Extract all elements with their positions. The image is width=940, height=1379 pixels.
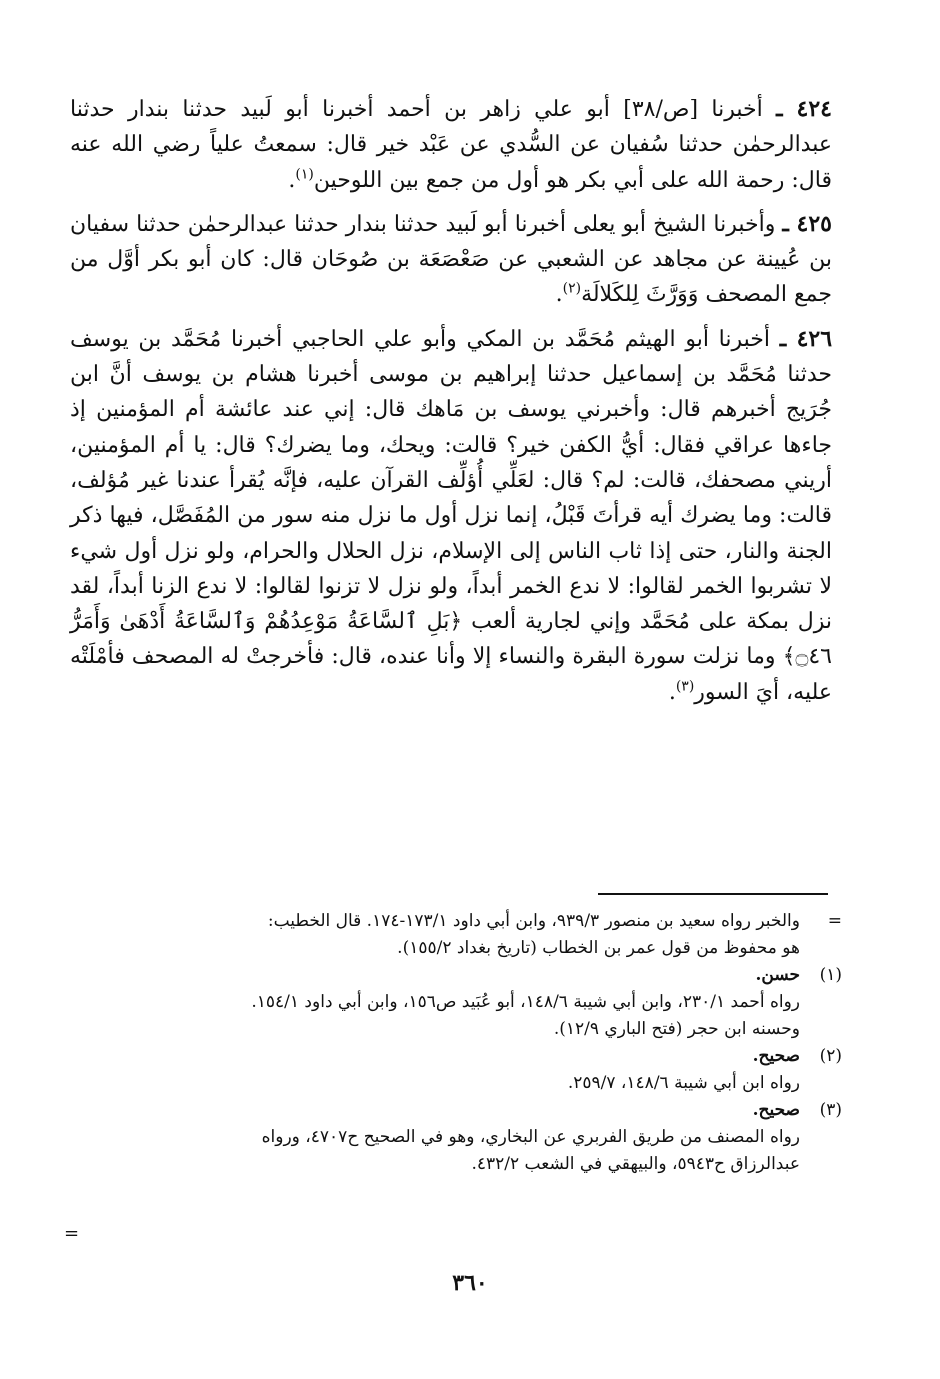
footnote-marker: (٣): [819, 1100, 842, 1120]
hadith-text: أخبرنا [ص/٣٨] أبو علي زاهر بن أحمد أخبرنا أبو لَبيد حدثنا بندار حدثنا عبدالرحمٰن حدثنا سُفيان عن السُّدي عن عَبْد خير قال: سمعتُ علياً رضي الله عنه قال: رحمة الله على أبي بكر هو أول من جمع بين اللوحين: [70, 97, 832, 193]
footnote-marker: (٢): [819, 1046, 842, 1066]
footnote-2: [62, 1043, 842, 1097]
footnote-marker: (١): [819, 965, 842, 985]
footnote-line: عبدالرزاق ح٥٩٤٣، والبيهقي في الشعب ٤٣٢/٢.: [471, 1154, 800, 1174]
footnote-divider: [598, 893, 828, 895]
sentence-end: .: [555, 282, 563, 308]
hadith-text: وأخبرنا الشيخ أبو يعلى أخبرنا أبو لَبيد حدثنا بندار حدثنا عبدالرحمٰن حدثنا سفيان بن عُيينة عن مجاهد عن الشعبي عن صَعْصَعَة بن صُوحَان قال: كان أبو بكر أوَّل من جمع المصحف وَوَرَّثَ لِلكَلالَة: [70, 211, 832, 308]
footnote-line: رواه أحمد ٢٣٠/١، وابن أبي شيبة ١٤٨/٦، أبو عُبَيد ص١٥٦، وابن أبي داود ١٥٤/١.: [251, 992, 800, 1012]
hadith-paragraph-425: [70, 207, 832, 313]
footnote-body: [62, 1097, 800, 1178]
footnote-line: وحسنه ابن حجر (فتح الباري ١٢/٩).: [553, 1019, 800, 1039]
footnote-ref: (٢): [562, 281, 582, 298]
footnote-body: [62, 962, 800, 1043]
sentence-end: .: [288, 167, 296, 193]
footnote-carryover: [62, 908, 842, 962]
carryover-marker: =: [827, 911, 842, 931]
footnote-line: رواه ابن أبي شيبة ١٤٨/٦، ٢٥٩/٧.: [567, 1073, 800, 1093]
footnote-line: رواه المصنف من طريق الفربري عن البخاري، وهو في الصحيح ح٤٧٠٧، ورواه: [261, 1127, 800, 1147]
footnote-1: [62, 962, 842, 1043]
footnote-line: هو محفوظ من قول عمر بن الخطاب (تاريخ بغداد ١٥٥/٢).: [397, 938, 800, 958]
footnote-body: [62, 908, 800, 962]
grading-label: صحيح.: [752, 1046, 800, 1066]
hadith-number: ٤٢٥ ـ: [782, 210, 832, 237]
hadith-paragraph-424: [70, 92, 832, 198]
grading-label: صحيح.: [752, 1100, 800, 1120]
footnote-body: [62, 1043, 800, 1097]
grading-label: حسن.: [755, 965, 800, 985]
sentence-end: .: [668, 679, 676, 705]
footnotes-section: [62, 908, 842, 1178]
hadith-paragraph-426: [70, 322, 832, 710]
hadith-text: أخبرنا أبو الهيثم مُحَمَّد بن المكي وأبو علي الحاجبي أخبرنا مُحَمَّد بن يوسف حدثنا مُحَمَّد بن إسماعيل حدثنا إبراهيم بن موسى أخبرنا هشام بن يوسف أنَّ ابن جُرَيج أخبرهم قال: وأخبرني يوسف بن مَاهك قال: إني عند عائشة أم المؤمنين إذ جاءها عراقي فقال: أيُّ الكفن خير؟ قالت: ويحك، وما يضرك؟ قال: يا أم المؤمنين، أريني مصحفك، قالت: لم؟ قال: لعَلِّي أُؤلِّف القرآن عليه، فإنَّه يُقرأ عندنا غير مُؤلف، قالت: وما يضرك أيه قرأتَ قَبْلُ، إنما نزل أول ما نزل منه سور من المُفَصَّل، فيها ذكر الجنة والنار، حتى إذا ثاب الناس إلى الإسلام، نزل الحلال والحرام، ولو نزل أول شيء لا تشربوا الخمر لقالوا: لا ندع الخمر أبداً، ولو نزل لا تزنوا لقالوا: لا ندع الزنا أبداً، لقد نزل بمكة على مُحَمَّد وإني لجارية ألعب ﴿بَلِ ٱلسَّاعَةُ مَوْعِدُهُمْ وَٱلسَّاعَةُ أَدْهَىٰ وَأَمَرُّ ۝٤٦﴾ وما نزلت سورة البقرة والنساء إلا وأنا عنده، قال: فأخرجتْ له المصحف فأمْلَتْه عليه، أيَ السور: [70, 326, 832, 705]
main-text: [70, 92, 832, 719]
footnote-3: [62, 1097, 842, 1178]
page-number: ٣٦٠: [452, 1270, 488, 1296]
hadith-number: ٤٢٦ ـ: [779, 325, 833, 352]
hadith-number: ٤٢٤ ـ: [776, 96, 832, 122]
footnote-ref: (٣): [675, 678, 695, 695]
footnote-line: والخبر رواه سعيد بن منصور ٩٣٩/٣، وابن أبي داود ١٧٣/١-١٧٤. قال الخطيب:: [267, 911, 800, 931]
continuation-mark: =: [64, 1223, 80, 1244]
footnote-ref: (١): [295, 166, 314, 183]
